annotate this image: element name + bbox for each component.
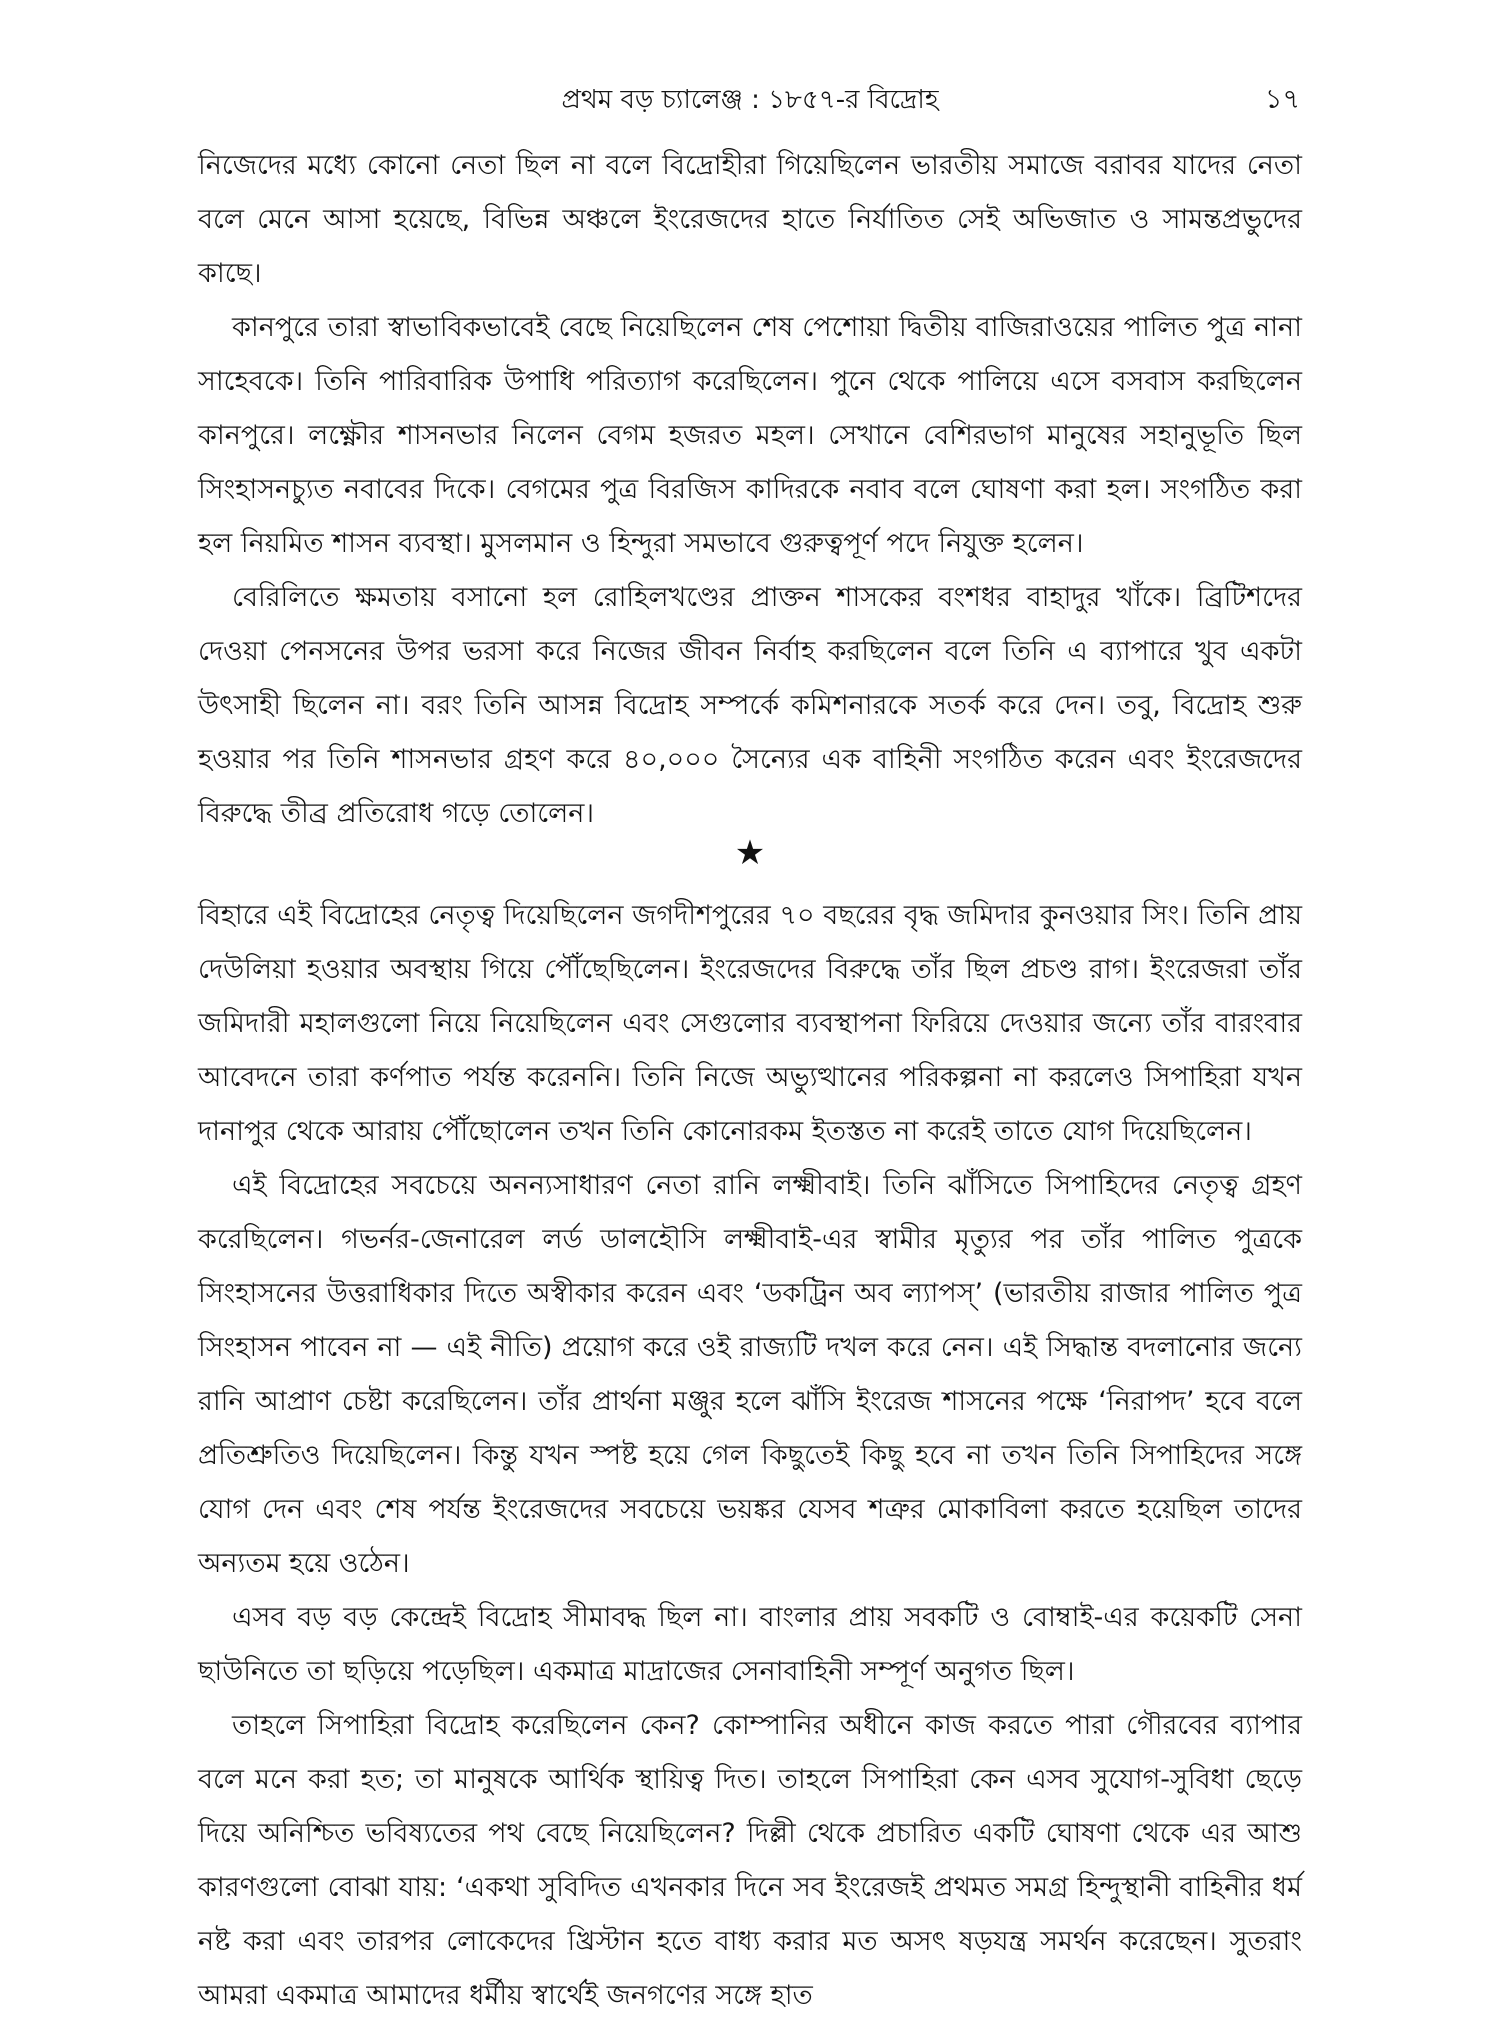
text-block-after-break bbox=[198, 889, 1302, 2023]
paragraph-bihar: বিহারে এই বিদ্রোহের নেতৃত্ব দিয়েছিলেন জগদীশপুরের ৭০ বছরের বৃদ্ধ জমিদার কুনওয়ার সিং। তিনি প্রায় দেউলিয়া হওয়ার অবস্থায় গিয়ে পৌঁছেছিলেন। ইংরেজদের বিরুদ্ধে তাঁর ছিল প্রচণ্ড রাগ। ইংরেজরা তাঁর জমিদারী মহালগুলো নিয়ে নিয়েছিলেন এবং সেগুলোর ব্যবস্থাপনা ফিরিয়ে দেওয়ার জন্যে তাঁর বারংবার আবেদনে তারা কর্ণপাত পর্যন্ত করেননি। তিনি নিজে অভ্যুত্থানের পরিকল্পনা না করলেও সিপাহিরা যখন দানাপুর থেকে আরায় পৌঁছোলেন তখন তিনি কোনোরকম ইতস্তত না করেই তাতে যোগ দিয়েছিলেন। bbox=[198, 900, 1302, 1147]
text-block-before-break bbox=[198, 139, 1302, 841]
page-number: ১৭ bbox=[1264, 84, 1300, 115]
running-title: প্রথম বড় চ্যালেঞ্জ : ১৮৫৭-র বিদ্রোহ bbox=[561, 85, 939, 115]
paragraph-spread: এসব বড় বড় কেন্দ্রেই বিদ্রোহ সীমাবদ্ধ ছিল না। বাংলার প্রায় সবকটি ও বোম্বাই-এর কয়েকটি সেনা ছাউনিতে তা ছড়িয়ে পড়েছিল। একমাত্র মাদ্রাজের সেনাবাহিনী সম্পূর্ণ অনুগত ছিল। bbox=[198, 1602, 1302, 1687]
paragraph-lakshmibai: এই বিদ্রোহের সবচেয়ে অনন্যসাধারণ নেতা রানি লক্ষ্মীবাই। তিনি ঝাঁসিতে সিপাহিদের নেতৃত্ব গ্রহণ করেছিলেন। গভর্নর-জেনারেল লর্ড ডালহৌসি লক্ষ্মীবাই-এর স্বামীর মৃত্যুর পর তাঁর পালিত পুত্রকে সিংহাসনের উত্তরাধিকার দিতে অস্বীকার করেন এবং ‘ডকট্রিন অব ল্যাপস্’ (ভারতীয় রাজার পালিত পুত্র সিংহাসন পাবেন না — এই নীতি) প্রয়োগ করে ওই রাজ্যটি দখল করে নেন। এই সিদ্ধান্ত বদলানোর জন্যে রানি আপ্রাণ চেষ্টা করেছিলেন। তাঁর প্রার্থনা মঞ্জুর হলে ঝাঁসি ইংরেজ শাসনের পক্ষে ‘নিরাপদ’ হবে বলে প্রতিশ্রুতিও দিয়েছিলেন। কিন্তু যখন স্পষ্ট হয়ে গেল কিছুতেই কিছু হবে না তখন তিনি সিপাহিদের সঙ্গে যোগ দেন এবং শেষ পর্যন্ত ইংরেজদের সবচেয়ে ভয়ঙ্কর যেসব শত্রুর মোকাবিলা করতে হয়েছিল তাদের অন্যতম হয়ে ওঠেন। bbox=[198, 1170, 1302, 1579]
paragraph-rebel-leaders: নিজেদের মধ্যে কোনো নেতা ছিল না বলে বিদ্রোহীরা গিয়েছিলেন ভারতীয় সমাজে বরাবর যাদের নেতা বলে মেনে আসা হয়েছে, বিভিন্ন অঞ্চলে ইংরেজদের হাতে নির্যাতিত সেই অভিজাত ও সামন্তপ্রভুদের কাছে। bbox=[198, 150, 1302, 289]
book-page bbox=[198, 0, 1302, 2011]
paragraph-kanpur-lucknow: কানপুরে তারা স্বাভাবিকভাবেই বেছে নিয়েছিলেন শেষ পেশোয়া দ্বিতীয় বাজিরাওয়ের পালিত পুত্র নানা সাহেবকে। তিনি পারিবারিক উপাধি পরিত্যাগ করেছিলেন। পুনে থেকে পালিয়ে এসে বসবাস করছিলেন কানপুরে। লক্ষ্ণৌর শাসনভার নিলেন বেগম হজরত মহল। সেখানে বেশিরভাগ মানুষের সহানুভূতি ছিল সিংহাসনচ্যুত নবাবের দিকে। বেগমের পুত্র বিরজিস কাদিরকে নবাব বলে ঘোষণা করা হল। সংগঠিত করা হল নিয়মিত শাসন ব্যবস্থা। মুসলমান ও হিন্দুরা সমভাবে গুরুত্বপূর্ণ পদে নিযুক্ত হলেন। bbox=[198, 312, 1302, 559]
running-header bbox=[198, 80, 1302, 124]
paragraph-bareilly: বেরিলিতে ক্ষমতায় বসানো হল রোহিলখণ্ডের প্রাক্তন শাসকের বংশধর বাহাদুর খাঁকে। ব্রিটিশদের দেওয়া পেনসনের উপর ভরসা করে নিজের জীবন নির্বাহ করছিলেন বলে তিনি এ ব্যাপারে খুব একটা উৎসাহী ছিলেন না। বরং তিনি আসন্ন বিদ্রোহ সম্পর্কে কমিশনারকে সতর্ক করে দেন। তবু, বিদ্রোহ শুরু হওয়ার পর তিনি শাসনভার গ্রহণ করে ৪০,০০০ সৈন্যের এক বাহিনী সংগঠিত করেন এবং ইংরেজদের বিরুদ্ধে তীব্র প্রতিরোধ গড়ে তোলেন। bbox=[198, 582, 1302, 829]
section-break-star: ★ bbox=[734, 833, 766, 873]
paragraph-sepoy-causes: তাহলে সিপাহিরা বিদ্রোহ করেছিলেন কেন? কোম্পানির অধীনে কাজ করতে পারা গৌরবের ব্যাপার বলে মনে করা হত; তা মানুষকে আর্থিক স্থায়িত্ব দিত। তাহলে সিপাহিরা কেন এসব সুযোগ-সুবিধা ছেড়ে দিয়ে অনিশ্চিত ভবিষ্যতের পথ বেছে নিয়েছিলেন? দিল্লী থেকে প্রচারিত একটি ঘোষণা থেকে এর আশু কারণগুলো বোঝা যায়: ‘একথা সুবিদিত এখনকার দিনে সব ইংরেজই প্রথমত সমগ্র হিন্দুস্থানী বাহিনীর ধর্ম নষ্ট করা এবং তারপর লোকেদের খ্রিস্টান হতে বাধ্য করার মত অসৎ ষড়যন্ত্র সমর্থন করেছেন। সুতরাং আমরা একমাত্র আমাদের ধর্মীয় স্বার্থেই জনগণের সঙ্গে হাত bbox=[198, 1710, 1302, 2011]
